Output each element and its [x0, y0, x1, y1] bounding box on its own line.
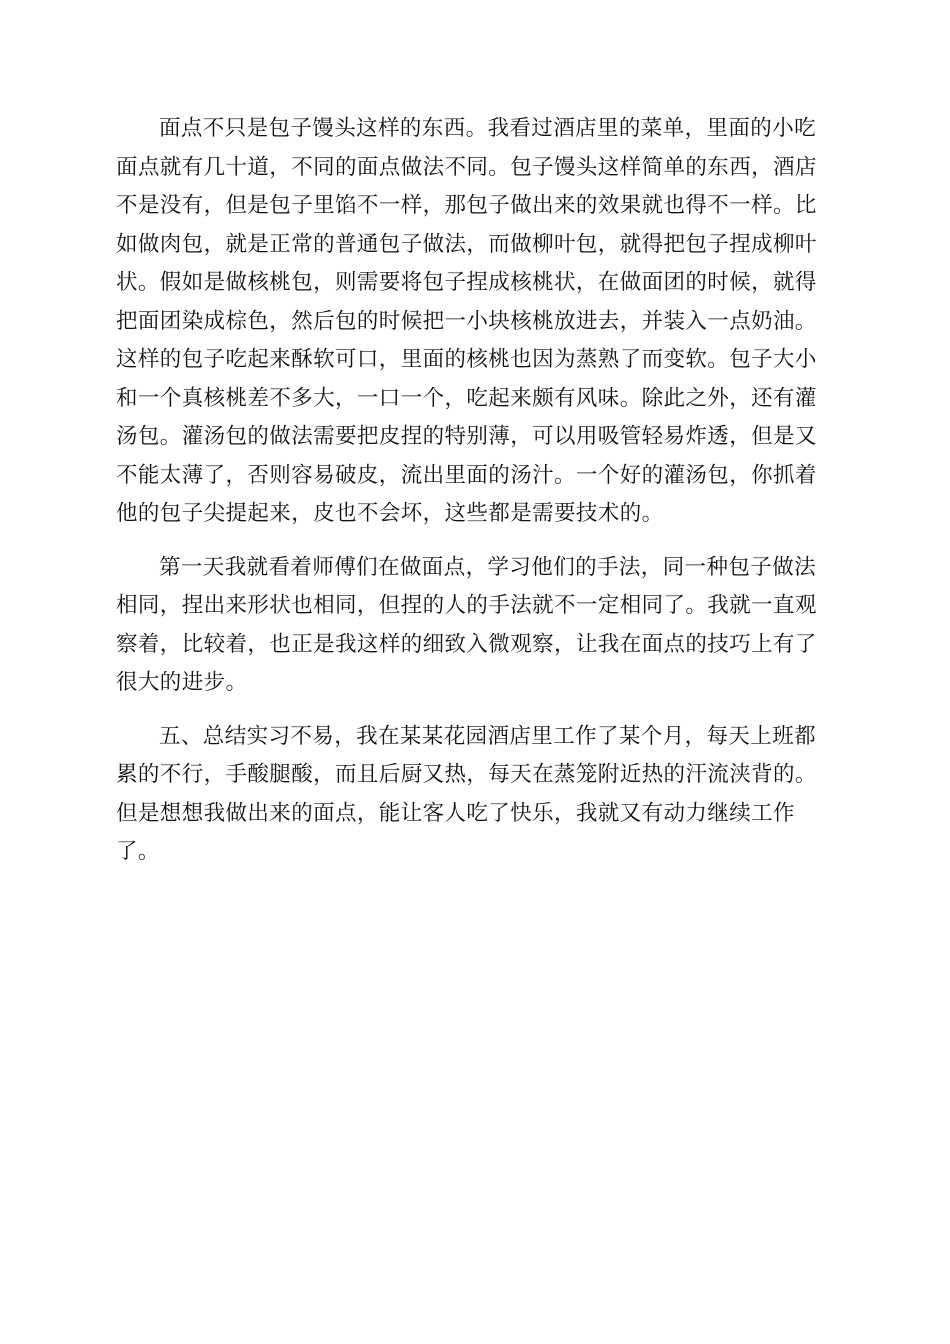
paragraph-2 — [116, 549, 834, 703]
text-line: 五、总结实习不易，我在某某花园酒店里工作了某个月，每天上班都 — [159, 723, 817, 749]
text-line: 很大的进步。 — [116, 670, 248, 695]
text-line: 相同，捏出来形状也相同，但捏的人的手法就不一定相同了。我就一直观 — [116, 593, 817, 618]
text-line: 面点不只是包子馒头这样的东西。我看过酒店里的菜单，里面的小吃 — [159, 116, 817, 141]
document-body — [116, 110, 834, 872]
text-line: 他的包子尖提起来，皮也不会坏，这些都是需要技术的。 — [116, 501, 664, 526]
text-line: 了。 — [116, 839, 160, 864]
text-line: 累的不行，手酸腿酸，而且后厨又热，每天在蒸笼附近热的汗流浃背的。 — [116, 762, 817, 787]
paragraph-1 — [116, 110, 834, 534]
text-line: 第一天我就看着师傅们在做面点，学习他们的手法，同一种包子做法 — [159, 554, 817, 580]
text-line: 状。假如是做核桃包，则需要将包子捏成核桃状，在做面团的时候，就得 — [116, 270, 817, 295]
text-line: 面点就有几十道，不同的面点做法不同。包子馒头这样简单的东西，酒店 — [116, 154, 817, 180]
text-line: 不是没有，但是包子里馅不一样，那包子做出来的效果就也得不一样。比 — [116, 193, 817, 218]
text-line: 这样的包子吃起来酥软可口，里面的核桃也因为蒸熟了而变软。包子大小 — [116, 347, 817, 372]
text-line: 但是想想我做出来的面点，能让客人吃了快乐，我就又有动力继续工作 — [116, 800, 795, 826]
text-line: 汤包。灌汤包的做法需要把皮捏的特别薄，可以用吸管轻易炸透，但是又 — [116, 424, 817, 449]
text-line: 把面团染成棕色，然后包的时候把一小块核桃放进去，并装入一点奶油。 — [116, 308, 817, 334]
paragraph-3 — [116, 718, 834, 872]
text-line: 不能太薄了，否则容易破皮，流出里面的汤汁。一个好的灌汤包，你抓着 — [116, 462, 817, 488]
text-line: 察着，比较着，也正是我这样的细致入微观察，让我在面点的技巧上有了 — [116, 631, 817, 657]
text-line: 如做肉包，就是正常的普通包子做法，而做柳叶包，就得把包子捏成柳叶 — [116, 231, 817, 257]
text-line: 和一个真核桃差不多大，一口一个，吃起来颇有风味。除此之外，还有灌 — [116, 385, 817, 411]
